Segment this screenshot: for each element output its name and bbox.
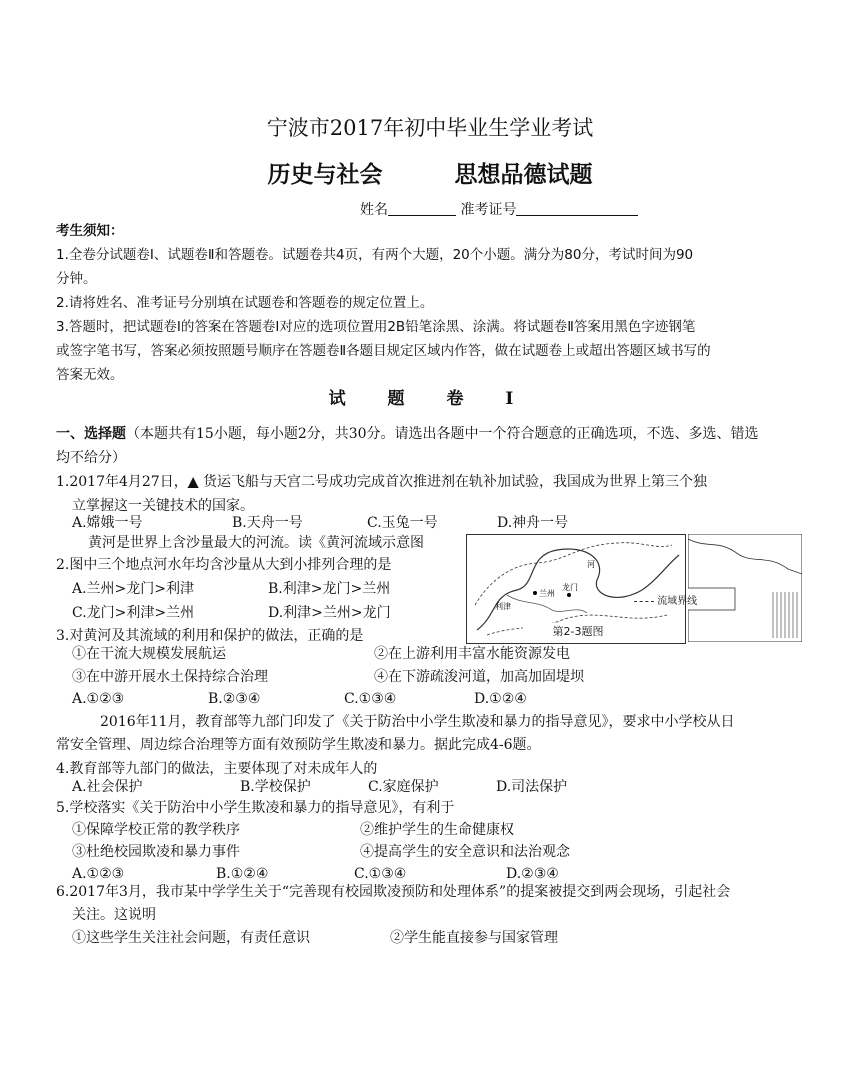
map-right-panel — [688, 534, 802, 642]
q1-option-a: A.嫦娥一号 — [72, 515, 143, 531]
river-label: 河 — [587, 560, 595, 569]
q6-stem-b: 关注。这说明 — [72, 907, 156, 923]
q1-stem — [56, 470, 707, 494]
id-label: 准考证号 — [460, 202, 517, 218]
notice-heading: 考生须知： — [56, 223, 124, 239]
q5-option-c: C.①③④ — [354, 866, 407, 882]
q6-item-1: ①这些学生关注社会问题，有责任意识 — [72, 930, 310, 946]
q3-item-1: ①在干流大规模发展航运 — [72, 646, 226, 662]
q3-option-b: B.②③④ — [208, 691, 261, 707]
q4-option-d: D.司法保护 — [496, 779, 568, 795]
q5-item-2: ②维护学生的生命健康权 — [360, 822, 514, 838]
legend-dash-icon — [634, 601, 654, 602]
q1-stem-c: 立掌握这一关键技术的国家。 — [72, 498, 254, 514]
q1-stem-b: 货运飞船与天宫二号成功完成首次推进剂在轨补加试验，我国成为世界上第三个独 — [198, 474, 707, 490]
exam-subtitle — [0, 156, 860, 189]
q3-item-2: ②在上游利用丰富水能资源发电 — [374, 646, 570, 662]
q5-option-a: A.①②③ — [72, 866, 125, 882]
q4-option-c: C.家庭保护 — [368, 779, 439, 795]
lijin-label: 利津 — [495, 602, 511, 611]
lanzhou-label: 兰州 — [539, 589, 555, 598]
subject-history: 历史与社会 — [267, 161, 383, 188]
notice-item-3c: 答案无效。 — [56, 367, 124, 383]
map-caption: 第2-3题图 — [523, 623, 633, 639]
yellow-river-map — [466, 534, 686, 644]
q2-option-b: B.利津>龙门>兰州 — [268, 581, 391, 597]
longmen-label: 龙门 — [562, 583, 578, 592]
name-label: 姓名 — [360, 202, 388, 218]
intro-4-6-b: 常安全管理、周边综合治理等方面有效预防学生欺凌和暴力。据此完成4-6题。 — [56, 737, 541, 753]
legend-label: 流域界线 — [657, 596, 698, 607]
q4-stem: 4.教育部等九部门的做法，主要体现了对未成年人的 — [56, 761, 378, 777]
q5-item-1: ①保障学校正常的教学秩序 — [72, 822, 240, 838]
name-blank — [388, 201, 456, 216]
intro-2-3-a: 黄河是世界上含沙量最大的河流。读《黄河流域示意图 — [88, 535, 424, 551]
q5-item-3: ③杜绝校园欺凌和暴力事件 — [72, 844, 240, 860]
part1-heading — [56, 422, 759, 446]
intro-4-6-a: 2016年11月，教育部等九部门印发了《关于防治中小学生欺凌和暴力的指导意见》，要求中小学校从日 — [100, 714, 735, 730]
q5-item-4: ④提高学生的安全意识和法治观念 — [360, 844, 570, 860]
q1-option-c: C.玉兔一号 — [367, 515, 438, 531]
q3-item-4: ④在下游疏浚河道，加高加固堤坝 — [374, 669, 584, 685]
q4-option-a: A.社会保护 — [72, 779, 143, 795]
map-legend — [634, 592, 697, 607]
q3-option-d: D.①②④ — [474, 691, 527, 707]
candidate-info — [360, 199, 638, 219]
part1-desc-2: 均不给分） — [56, 450, 126, 466]
q2-option-c: C.龙门>利津>兰州 — [72, 605, 195, 621]
q3-option-c: C.①③④ — [344, 691, 397, 707]
notice-item-3a: 3.答题时，把试题卷Ⅰ的答案在答题卷Ⅰ对应的选项位置用2B铅笔涂黑、涂满。将试题卷Ⅱ答案用黑色字迹钢笔 — [56, 319, 696, 335]
q5-option-d: D.②③④ — [506, 866, 559, 882]
q2-stem: 2.图中三个地点河水年均含沙量从大到小排列合理的是 — [56, 557, 392, 573]
q1-blank: ▲ — [187, 474, 199, 490]
q3-option-a: A.①②③ — [72, 691, 125, 707]
q3-item-3: ③在中游开展水土保持综合治理 — [72, 669, 268, 685]
part1-desc: （本题共有15小题，每小题2分，共30分。请选出各题中一个符合题意的正确选项，不选、多选、错选 — [126, 426, 759, 442]
exam-title: 宁波市2017年初中毕业生学业考试 — [266, 116, 594, 140]
section-title: 试 题 卷 Ⅰ — [328, 389, 532, 409]
q6-item-2: ②学生能直接参与国家管理 — [390, 930, 558, 946]
q4-option-b: B.学校保护 — [240, 779, 311, 795]
notice-item-1a: 1.全卷分试题卷Ⅰ、试题卷Ⅱ和答题卷。试题卷共4页，有两个大题，20个小题。满分为80分，考试时间为90 — [56, 247, 694, 263]
subject-morality: 思想品德试题 — [454, 161, 593, 188]
q1-option-d: D.神舟一号 — [497, 515, 569, 531]
q6-stem-a: 6.2017年3月，我市某中学学生关于“完善现有校园欺凌预防和处理体系”的提案被提交到两会现场，引起社会 — [56, 884, 731, 900]
q1-stem-a: 1.2017年4月27日， — [56, 474, 188, 490]
id-blank — [516, 201, 638, 216]
q3-stem: 3.对黄河及其流域的利用和保护的做法，正确的是 — [56, 628, 364, 644]
q5-stem: 5.学校落实《关于防治中小学生欺凌和暴力的指导意见》，有利于 — [56, 800, 455, 816]
q5-option-b: B.①②④ — [216, 866, 269, 882]
q2-option-a: A.兰州>龙门>利津 — [72, 581, 195, 597]
notice-item-2: 2.请将姓名、准考证号分别填在试题卷和答题卷的规定位置上。 — [56, 295, 434, 311]
part1-title: 一、选择题 — [56, 426, 126, 442]
notice-item-1b: 分钟。 — [56, 271, 97, 287]
notice-item-3b: 或签字笔书写，答案必须按照题号顺序在答题卷Ⅱ各题目规定区域内作答，做在试题卷上或超出答题区域书写的 — [56, 343, 711, 359]
q2-option-d: D.利津>兰州>龙门 — [268, 605, 391, 621]
map-right-svg — [688, 534, 802, 642]
q1-option-b: B.天舟一号 — [232, 515, 303, 531]
